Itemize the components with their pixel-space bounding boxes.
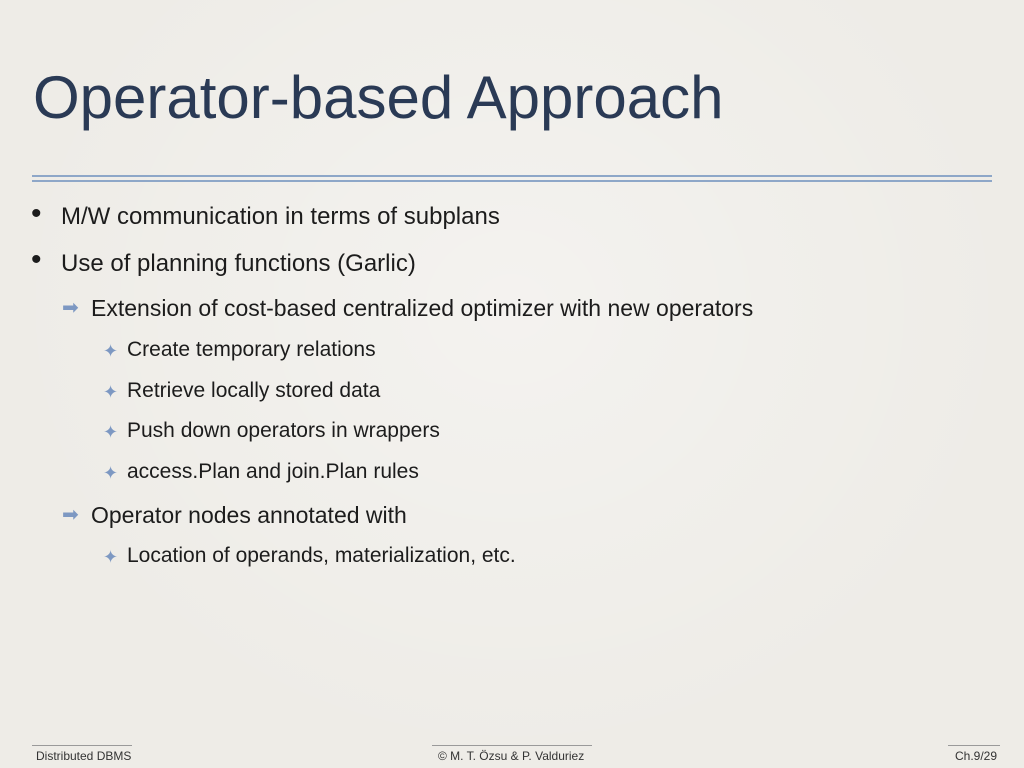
sub-sub-bullet-text: Location of operands, materialization, etc. — [127, 544, 516, 567]
right-arrow-icon: ➡ — [62, 297, 79, 319]
footer-copyright: © M. T. Özsu & P. Valduriez — [438, 749, 585, 763]
bullet-dot-icon: • — [31, 243, 42, 276]
footer-center-rule — [432, 745, 592, 746]
four-point-star-icon: ✦ — [103, 382, 119, 402]
slide-title: Operator-based Approach — [33, 64, 724, 131]
four-point-star-icon: ✦ — [103, 341, 119, 361]
title-divider-bottom — [32, 180, 992, 182]
bullet-dot-icon: • — [31, 197, 42, 230]
sub-sub-bullet-text: access.Plan and join.Plan rules — [127, 460, 419, 483]
sub-sub-bullet-text: Push down operators in wrappers — [127, 419, 440, 442]
right-arrow-icon: ➡ — [62, 504, 79, 526]
bullet-text: M/W communication in terms of subplans — [61, 203, 500, 230]
sub-sub-bullet-text: Retrieve locally stored data — [127, 379, 381, 402]
sub-bullet-text: Operator nodes annotated with — [91, 502, 407, 528]
four-point-star-icon: ✦ — [103, 422, 119, 442]
footer-slide-number: Ch.9/29 — [955, 749, 998, 763]
four-point-star-icon: ✦ — [103, 547, 119, 567]
footer-course-name: Distributed DBMS — [36, 749, 132, 763]
footer-right-rule — [948, 745, 1000, 746]
footer-left-rule — [32, 745, 132, 746]
sub-bullet-text: Extension of cost-based centralized optimizer with new operators — [91, 295, 754, 321]
title-divider-top — [32, 175, 992, 177]
bullet-text: Use of planning functions (Garlic) — [61, 250, 416, 277]
four-point-star-icon: ✦ — [103, 463, 119, 483]
sub-sub-bullet-text: Create temporary relations — [127, 338, 376, 361]
